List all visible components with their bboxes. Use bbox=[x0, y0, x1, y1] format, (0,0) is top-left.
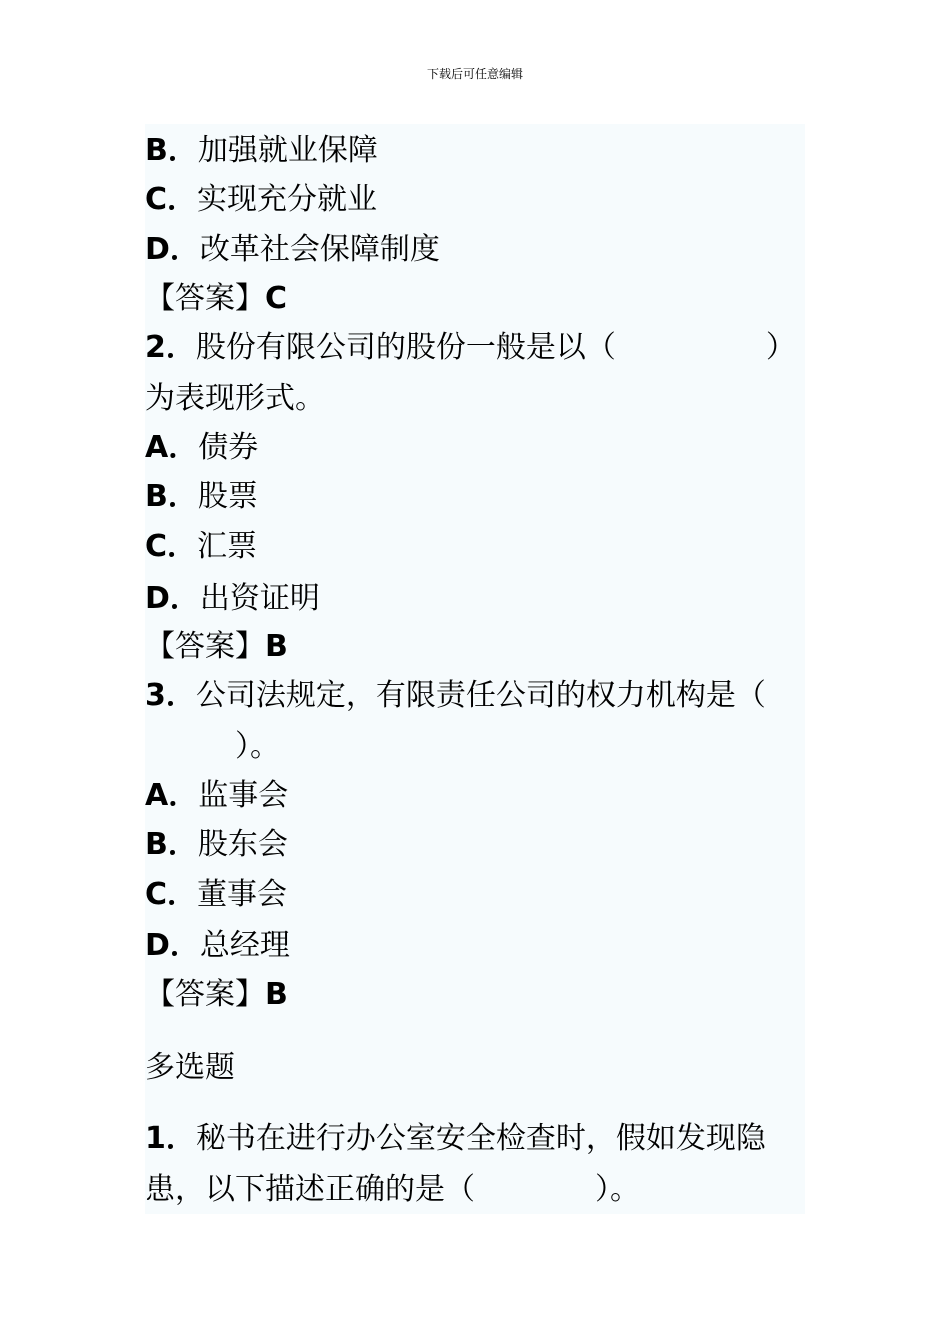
option-label: D． bbox=[145, 581, 200, 616]
option-text: 股票 bbox=[197, 479, 258, 514]
option-text: 股东会 bbox=[197, 827, 288, 862]
answer-value: C bbox=[265, 281, 288, 316]
question-text: 股份有限公司的股份一般是以（ ） bbox=[195, 330, 796, 365]
option-label: C． bbox=[145, 182, 198, 217]
section-title: 多选题 bbox=[145, 1050, 235, 1085]
option-label: B． bbox=[145, 479, 198, 514]
option-a bbox=[145, 428, 258, 468]
option-text: 改革社会保障制度 bbox=[199, 232, 440, 267]
option-a bbox=[145, 776, 288, 816]
option-label: C． bbox=[145, 529, 198, 564]
question-text: 秘书在进行办公室安全检查时，假如发现隐 bbox=[195, 1121, 766, 1156]
question-text-continued: 为表现形式。 bbox=[145, 381, 325, 416]
option-label: B． bbox=[145, 827, 198, 862]
question-number: 2． bbox=[145, 330, 196, 365]
option-d bbox=[145, 926, 290, 966]
answer-value: B bbox=[265, 977, 288, 1012]
option-label: C． bbox=[145, 877, 198, 912]
answer-line bbox=[145, 975, 288, 1015]
answer-label: 【答案】 bbox=[145, 629, 265, 664]
answer-line bbox=[145, 627, 288, 667]
question-number: 3． bbox=[145, 678, 196, 713]
option-c bbox=[145, 527, 257, 567]
option-b bbox=[145, 131, 378, 171]
answer-line bbox=[145, 279, 287, 319]
option-text: 加强就业保障 bbox=[197, 133, 378, 168]
option-text: 董事会 bbox=[197, 877, 288, 912]
option-text: 监事会 bbox=[198, 778, 289, 813]
multi-question-1 bbox=[145, 1119, 766, 1159]
question-3 bbox=[145, 676, 766, 716]
option-label: D． bbox=[145, 232, 200, 267]
question-text: 公司法规定，有限责任公司的权力机构是（ bbox=[195, 678, 766, 713]
option-label: A． bbox=[145, 778, 199, 813]
option-c bbox=[145, 875, 287, 915]
option-c bbox=[145, 180, 377, 220]
answer-label: 【答案】 bbox=[145, 977, 265, 1012]
option-d bbox=[145, 230, 440, 270]
option-b bbox=[145, 825, 288, 865]
option-label: B． bbox=[145, 133, 198, 168]
question-number: 1． bbox=[145, 1121, 196, 1156]
option-text: 总经理 bbox=[199, 928, 290, 963]
question-text-continued: ）。 bbox=[145, 729, 280, 764]
multi-question-1-continued bbox=[145, 1170, 640, 1210]
option-d bbox=[145, 579, 320, 619]
option-text: 实现充分就业 bbox=[197, 182, 378, 217]
option-label: A． bbox=[145, 430, 199, 465]
header-note: 下载后可任意编辑 bbox=[426, 67, 523, 81]
document-content bbox=[145, 124, 805, 1214]
question-3-continued bbox=[145, 727, 280, 767]
option-text: 出资证明 bbox=[199, 581, 320, 616]
option-label: D． bbox=[145, 928, 200, 963]
question-2-continued bbox=[145, 379, 325, 419]
answer-label: 【答案】 bbox=[145, 281, 265, 316]
option-b bbox=[145, 477, 258, 517]
question-2 bbox=[145, 328, 796, 368]
answer-value: B bbox=[265, 629, 288, 664]
question-text-continued: 患，以下描述正确的是（ ）。 bbox=[145, 1172, 640, 1207]
option-text: 债券 bbox=[198, 430, 259, 465]
option-text: 汇票 bbox=[197, 529, 258, 564]
